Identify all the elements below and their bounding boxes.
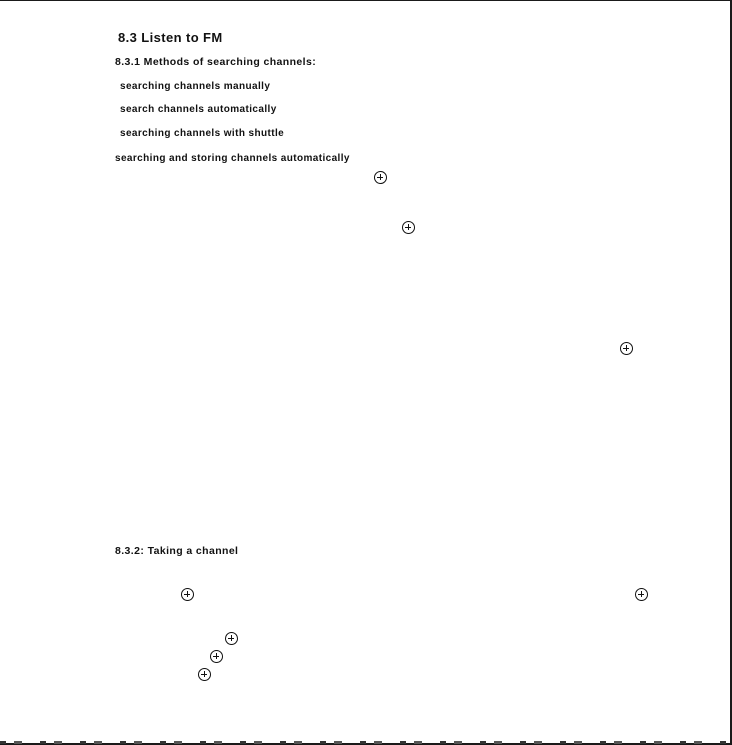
methods-heading: 8.3.1 Methods of searching channels:: [115, 56, 317, 68]
navigation-joystick-icon: [225, 632, 238, 645]
method-item-manual: searching channels manually: [120, 81, 271, 92]
section-title: 8.3 Listen to FM: [118, 30, 223, 45]
navigation-joystick-icon: [198, 668, 211, 681]
navigation-joystick-icon: [635, 588, 648, 601]
method-item-store-auto: searching and storing channels automatically: [115, 153, 350, 164]
navigation-joystick-icon: [374, 171, 387, 184]
navigation-joystick-icon: [402, 221, 415, 234]
method-item-automatic: search channels automatically: [120, 104, 277, 115]
taking-channel-heading: 8.3.2: Taking a channel: [115, 545, 239, 557]
navigation-joystick-icon: [181, 588, 194, 601]
method-item-shuttle: searching channels with shuttle: [120, 128, 285, 139]
navigation-joystick-icon: [620, 342, 633, 355]
navigation-joystick-icon: [210, 650, 223, 663]
